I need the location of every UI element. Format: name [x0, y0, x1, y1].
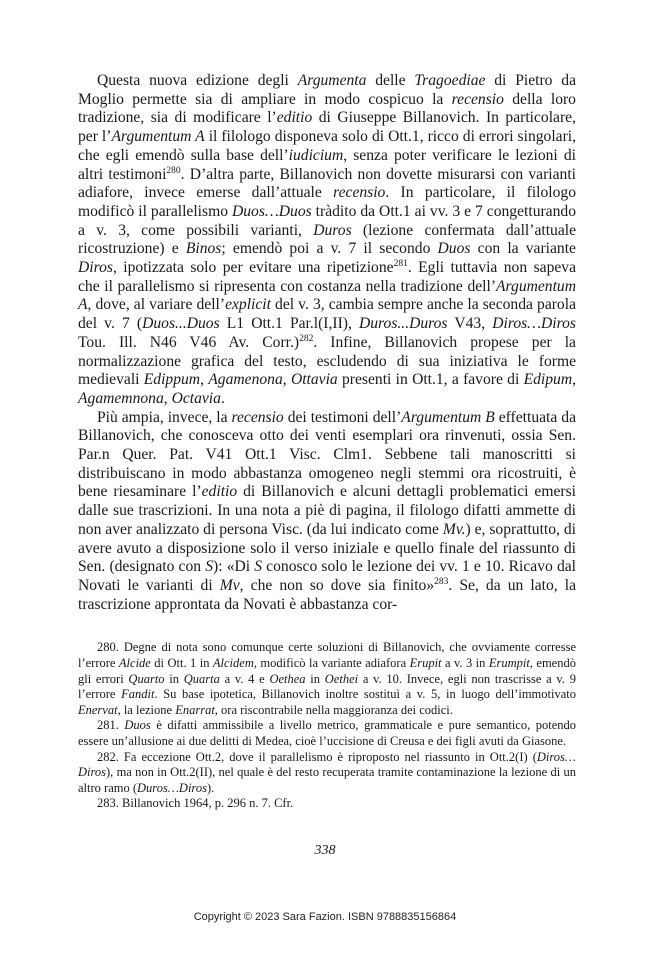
italic-term: Diros…Diros	[492, 315, 576, 333]
text-run: 280. Degne di nota sono comunque certe soluzioni di Billanovich, che ovviamente corresse l’errore	[78, 640, 576, 670]
text-run: Tou. Ill. N46 V46 Av. Corr.)	[78, 333, 300, 351]
italic-term: Duos	[437, 240, 471, 258]
italic-term: Alcidem	[212, 655, 254, 670]
text-run: Questa nuova edizione degli	[97, 72, 298, 89]
paragraph	[78, 409, 576, 615]
text-run: delle	[366, 72, 415, 89]
italic-term: Binos	[185, 240, 222, 258]
italic-term: Argumenta	[297, 72, 367, 89]
footnote	[78, 796, 576, 812]
text-run: 281.	[97, 718, 125, 733]
text-run: , senza poter verificare le lezioni di altri testimoni	[78, 146, 576, 183]
text-run: a v. 10. Invece, egli non trascrisse a v. 9 l’errore	[78, 671, 576, 702]
italic-term: Argumentum A	[111, 128, 205, 146]
copyright-notice: Copyright © 2023 Sara Fazion. ISBN 9788835156864	[193, 911, 457, 923]
italic-term: Mv	[219, 576, 240, 594]
italic-term: Agamenona	[208, 371, 283, 389]
italic-term: Erupit	[409, 655, 442, 670]
italic-term: Duos...Duos	[142, 315, 220, 333]
italic-term: iudicium	[288, 146, 344, 164]
italic-term: Duos	[124, 718, 151, 733]
italic-term: Fandit	[121, 687, 155, 702]
italic-term: editio	[201, 483, 238, 501]
italic-term: Duos…Duos	[231, 202, 312, 220]
footnote-ref: 283	[434, 576, 449, 587]
footnote	[78, 718, 576, 749]
text-run: di Pietro da Moglio permette sia di ampliare in modo cospicuo la	[78, 72, 576, 108]
text-run: tràdito da Ott.1 ai vv. 3 e 7 congetturando a v. 3, come possibili varianti,	[78, 202, 576, 239]
text-run: ,	[572, 371, 576, 389]
text-run: in	[305, 671, 325, 686]
text-run: . Egli tuttavia non sapeva che il parallelismo si ripresenta con costanza nella tradizione dell’	[78, 259, 576, 295]
text-run: presenti in Ott.1, a favore di	[337, 371, 524, 389]
text-run: L1 Ott.1 Par.l(I,II),	[219, 315, 359, 333]
text-run: di Billanovich e alcuni dettagli problematici emersi dalle sue trascrizioni. In una nota a piè di pagina, il filologo difatti ammette di non aver analizzato di persona Visc. (da lui indicato come	[78, 483, 576, 538]
text-run: , ipotizzata solo per evitare una ripetizione	[112, 259, 394, 277]
text-run: . Se, da un lato, la trascrizione approntata da Novati è abbastanza cor-	[78, 576, 577, 613]
italic-term: Argumentum B	[401, 408, 495, 426]
italic-term: Erumpit	[488, 655, 530, 670]
italic-term: explicit	[225, 296, 271, 314]
italic-term: Duros...Duros	[358, 315, 448, 333]
text-run: dei testimoni dell’	[283, 408, 402, 426]
italic-term: Mv.	[442, 520, 466, 538]
text-run: ,	[200, 371, 209, 389]
paragraph	[78, 72, 576, 409]
text-run: V43,	[447, 315, 493, 333]
italic-term: Enervat	[78, 702, 118, 717]
text-run: a v. 3 in	[441, 655, 489, 670]
italic-term: Oethea	[269, 671, 306, 686]
footnote-ref: 280	[166, 165, 181, 176]
text-run: è difatti ammissibile a livello metrico, grammaticale e pure semantico, potendo essere un’allusione ai due delitti di Medea, cioè l’uccisione di Creusa e dei figli avuti da Giasone.	[78, 718, 577, 748]
text-run: effettuata da Billanovich, che conosceva otto dei venti esemplari ora rinvenuti, ossia Sen. Par.n Quer. Pat. V41 Ott.1 Visc. Clm1. Sebbene tali manoscritti si distribuiscano in modo abbastanza omogeneo negli stemmi ora ricostruiti, è bene riesaminare l’	[78, 408, 576, 501]
italic-term: Duros	[313, 221, 352, 239]
page-number: 338	[314, 843, 336, 858]
text-run: il filologo disponeva solo di Ott.1, ricco di errori singolari, che egli emendò sulla base dell’	[78, 128, 577, 164]
text-run: conosco solo le lezione dei vv. 1 e 10. Ricavo dal Novati le varianti di	[78, 558, 576, 594]
text-run: , modificò la variante adiafora	[253, 655, 410, 670]
text-run: .	[220, 389, 225, 407]
italic-term: editio	[276, 109, 313, 127]
text-run: ): «Di	[213, 558, 255, 576]
text-run: 283. Billanovich 1964, p. 296 n. 7. Cfr.	[97, 796, 294, 811]
text-run: . D’altra parte, Billanovich non dovette misurarsi con varianti adiafore, invece emerse dall’attuale	[78, 165, 576, 202]
text-run: ).	[206, 780, 215, 795]
italic-term: Enarrat	[175, 702, 215, 717]
footnote	[78, 640, 576, 718]
text-run: di Ott. 1 in	[150, 655, 213, 670]
text-run: (lezione confermata dall’attuale ricostruzione) e	[78, 221, 576, 258]
text-run: . Infine, Billanovich propese per la normalizzazione grafica del testo, escludendo di sua iniziativa le forme medievali	[78, 333, 576, 389]
main-text	[78, 72, 576, 614]
text-run: . Su base ipotetica, Billanovich inoltre sostituì a v. 5, in luogo dell’immotivato	[154, 687, 576, 702]
text-run: . In particolare, il filologo modificò il parallelismo	[78, 184, 576, 220]
italic-term: Edippum	[143, 371, 201, 389]
italic-term: Alcide	[118, 655, 151, 670]
italic-term: Agamemnona	[78, 389, 164, 407]
italic-term: recensio	[333, 184, 386, 202]
page-content	[78, 72, 576, 812]
italic-term: Diros…Diros	[78, 749, 576, 780]
text-run: , ora riscontrabile nella maggioranza dei codici.	[214, 702, 453, 717]
footnotes	[78, 640, 576, 812]
text-run: ) e, soprattutto, di avere avuto a disposizione solo il verso iniziale e quello finale del riassunto di Sen. (designato con	[78, 520, 576, 576]
italic-term: Octavia	[171, 389, 221, 407]
italic-term: Ottavia	[290, 371, 338, 389]
italic-term: Argumentum A	[78, 277, 576, 314]
italic-term: Diros	[78, 259, 113, 277]
text-run: ), ma non in Ott.2(II), nel quale è del resto recuperata tramite contaminazione la lezione di un altro ramo (	[78, 765, 576, 795]
text-run: ,	[282, 371, 291, 389]
footnote-ref: 281	[393, 258, 408, 269]
text-run: 282. Fa eccezione Ott.2, dove il parallelismo è riproposto nel riassunto in Ott.2(I) (	[97, 749, 537, 764]
text-run: con la variante	[470, 240, 576, 258]
text-run: ; emendò poi a v. 7 il secondo	[221, 240, 438, 258]
italic-term: Tragoediae	[414, 72, 486, 89]
italic-term: Duros…Diros	[137, 780, 207, 795]
text-run: , che non so dove sia finito»	[239, 576, 435, 594]
text-run: , dove, al variare dell’	[87, 296, 226, 314]
text-run: ,	[163, 389, 172, 407]
text-run: Più ampia, invece, la	[97, 408, 232, 426]
italic-term: Edipum	[523, 371, 573, 389]
italic-term: Quarta	[183, 671, 220, 686]
italic-term: recensio	[231, 408, 284, 426]
text-run: di Giuseppe Billanovich. In particolare, per l’	[78, 109, 576, 146]
italic-term: Quarto	[128, 671, 165, 686]
italic-term: recensio	[451, 90, 504, 108]
text-run: , emendò gli errori	[78, 655, 576, 686]
text-run: a v. 4 e	[219, 671, 270, 686]
text-run: della loro tradizione, sia di modificare l’	[78, 90, 576, 127]
footnote-ref: 282	[299, 333, 314, 344]
text-run: del v. 3, cambia sempre anche la seconda parola del v. 7 (	[78, 296, 576, 333]
footnote	[78, 750, 576, 797]
text-run: , la lezione	[117, 702, 176, 717]
italic-term: S	[254, 558, 263, 576]
italic-term: S	[205, 558, 214, 576]
italic-term: Oethei	[324, 671, 359, 686]
text-run: in	[164, 671, 184, 686]
